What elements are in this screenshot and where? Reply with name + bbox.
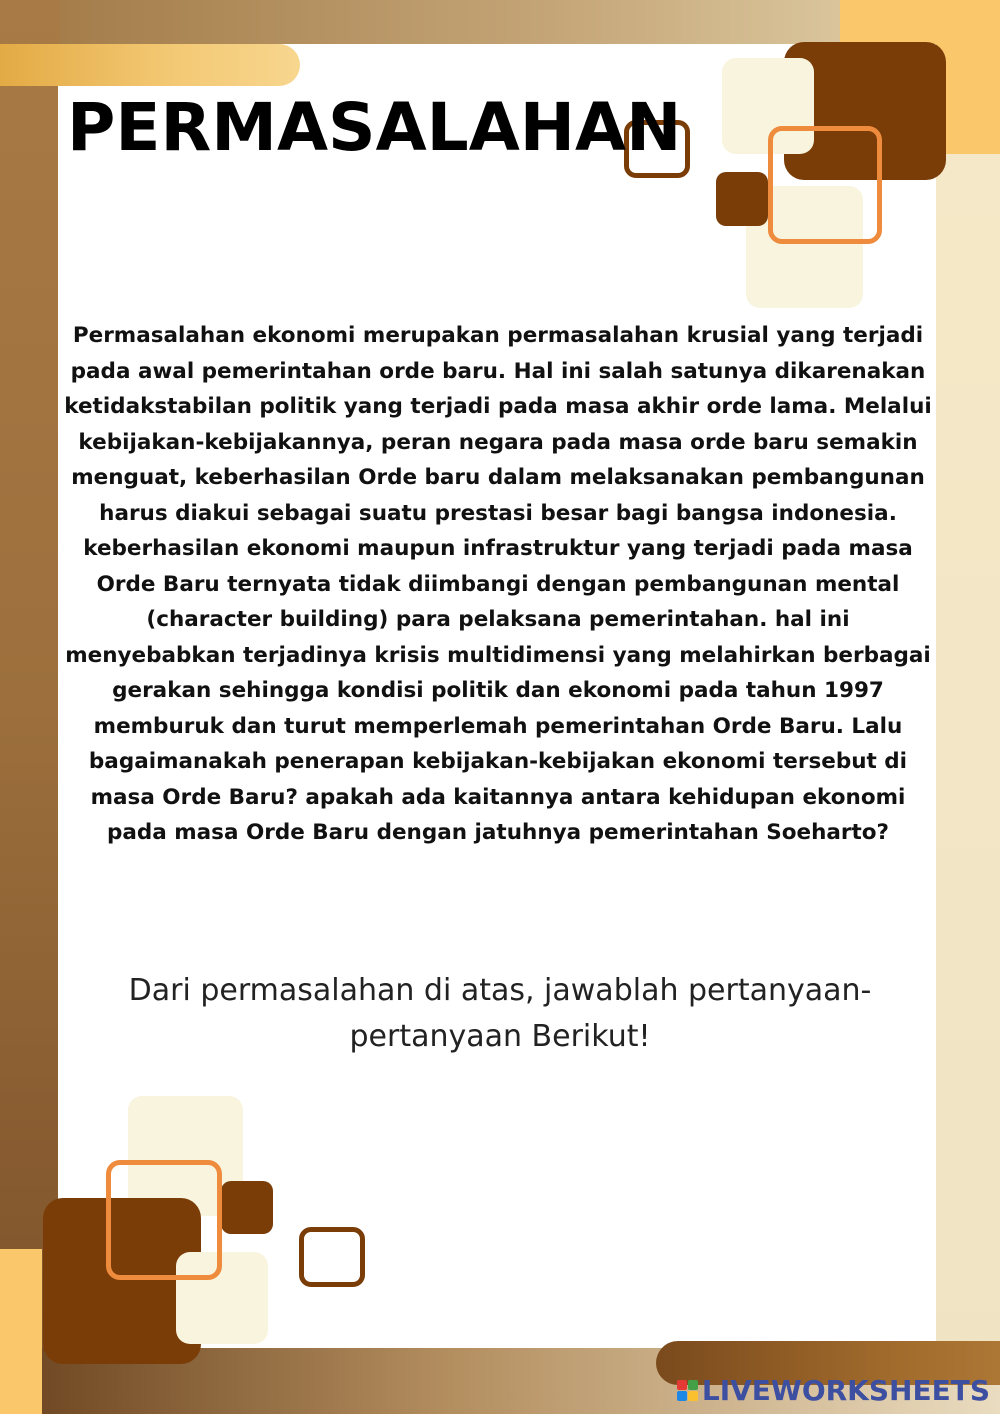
instruction-text: Dari permasalahan di atas, jawablah pertanyaan-pertanyaan Berikut! <box>128 973 872 1054</box>
brand-name: LIVEWORKSHEETS <box>701 1374 990 1407</box>
bottom-left-corner-block <box>0 1249 42 1414</box>
problem-description <box>58 318 938 851</box>
right-border-band <box>936 0 1000 1414</box>
deco-square-outline-orange <box>768 126 882 244</box>
brand-logo-link[interactable] <box>677 1374 990 1407</box>
top-decorative-pill <box>0 44 300 86</box>
paragraph: keberhasilan ekonomi maupun infrastruktur yang terjadi pada masa Orde Baru ternyata tidak diimbangi dengan pembangunan mental (character building) para pelaksana pemerintahan. hal ini menyebabkan terjadinya krisis multidimensi yang melahirkan berbagai gerakan sehingga kondisi politik dan ekonomi pada tahun 1997 memburuk dan turut memperlemah pemerintahan Orde Baru. Lalu bagaimanakah penerapan kebijakan-kebijakan ekonomi tersebut di masa Orde Baru? apakah ada kaitannya antara kehidupan ekonomi pada masa Orde Baru dengan jatuhnya pemerintahan Soeharto? <box>65 536 931 845</box>
deco-square-brown-small <box>716 172 768 226</box>
deco-square-outline-orange <box>106 1160 222 1280</box>
page-title: PERMASALAHAN <box>67 89 682 166</box>
deco-square-brown-small <box>221 1181 273 1234</box>
paragraph: Permasalahan ekonomi merupakan permasalahan krusial yang terjadi pada awal pemerintahan orde baru. Hal ini salah satunya dikarenakan ketidakstabilan politik yang terjadi pada masa akhir orde lama. Melalui kebijakan-kebijakannya, peran negara pada masa orde baru semakin menguat, keberhasilan Orde baru dalam melaksanakan pembangunan harus diakui sebagai suatu prestasi besar bagi bangsa indonesia. <box>64 323 932 526</box>
deco-square-outline-brown <box>299 1227 365 1287</box>
liveworksheets-logo-icon <box>677 1380 698 1401</box>
